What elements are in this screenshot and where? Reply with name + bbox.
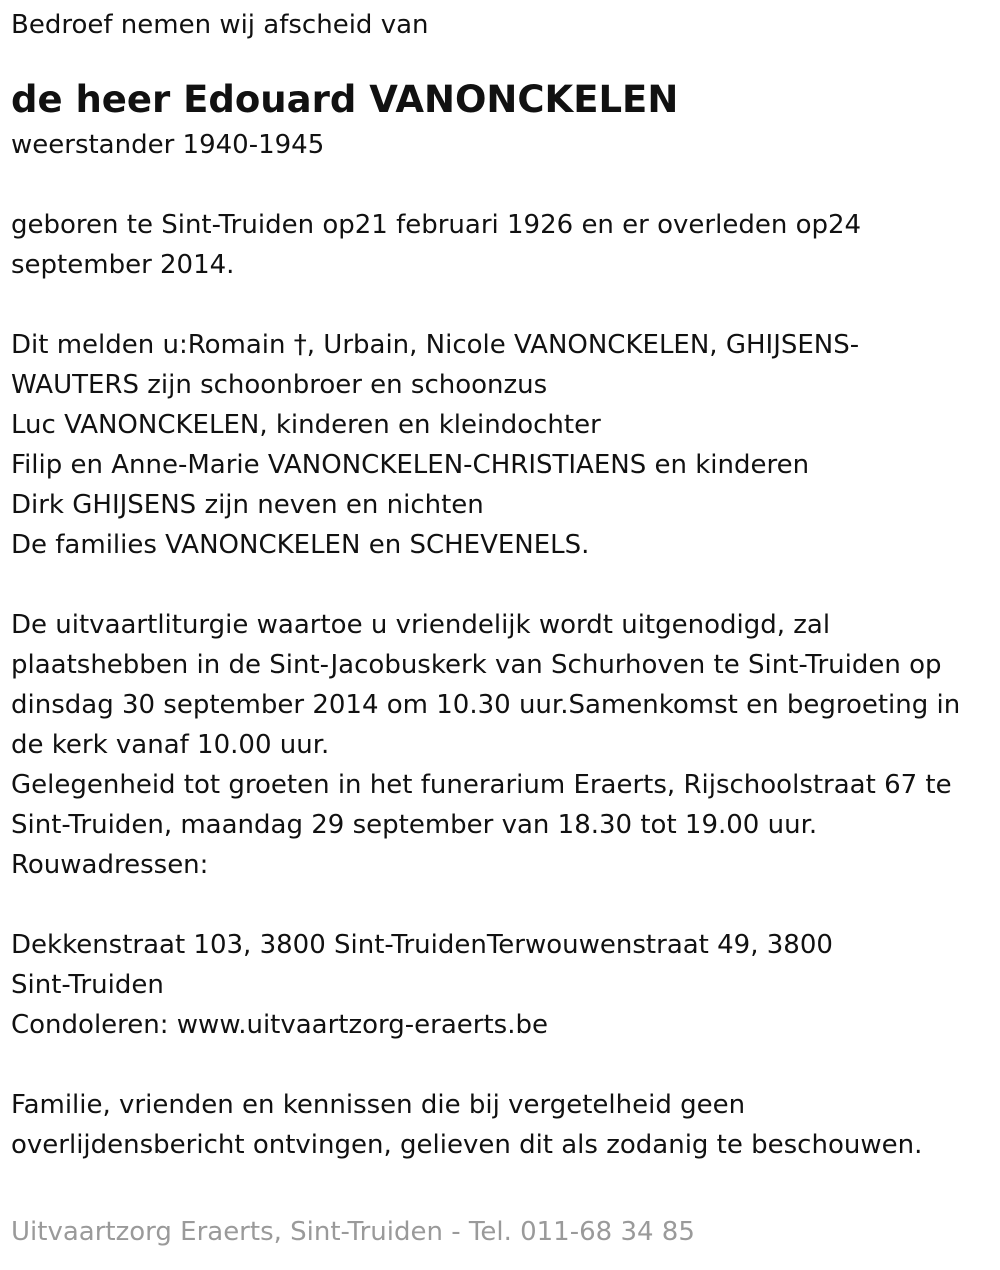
funeral-home-footer: Uitvaartzorg Eraerts, Sint-Truiden - Tel. 011-68 34 85	[11, 1217, 695, 1247]
paragraph-line: Sint-Truiden	[11, 970, 164, 1000]
paragraph-line: Luc VANONCKELEN, kinderen en kleindochter	[11, 410, 601, 440]
addresses-paragraph	[11, 925, 991, 1045]
deceased-subtitle: weerstander 1940-1945	[11, 130, 325, 160]
paragraph-line: Rouwadressen:	[11, 850, 209, 880]
paragraph-line: Dirk GHIJSENS zijn neven en nichten	[11, 490, 484, 520]
paragraph-line: Sint-Truiden, maandag 29 september van 18.30 tot 19.00 uur.	[11, 810, 818, 840]
deceased-name: de heer Edouard VANONCKELEN	[11, 78, 679, 121]
intro-text: Bedroef nemen wij afscheid van	[11, 10, 429, 40]
paragraph-line: WAUTERS zijn schoonbroer en schoonzus	[11, 370, 548, 400]
paragraph-line: Filip en Anne-Marie VANONCKELEN-CHRISTIAENS en kinderen	[11, 450, 810, 480]
paragraph-line: september 2014.	[11, 250, 235, 280]
family-paragraph	[11, 325, 991, 565]
paragraph-line: Dekkenstraat 103, 3800 Sint-TruidenTerwouwenstraat 49, 3800	[11, 930, 833, 960]
death-notice	[11, 0, 991, 1165]
paragraph-line: De uitvaartliturgie waartoe u vriendelijk wordt uitgenodigd, zal	[11, 610, 831, 640]
paragraph-line: dinsdag 30 september 2014 om 10.30 uur.Samenkomst en begroeting in	[11, 690, 961, 720]
paragraph-line: overlijdensbericht ontvingen, gelieven dit als zodanig te beschouwen.	[11, 1130, 923, 1160]
paragraph-line: Familie, vrienden en kennissen die bij vergetelheid geen	[11, 1090, 746, 1120]
condolence-line: Condoleren: www.uitvaartzorg-eraerts.be	[11, 1010, 548, 1040]
birth-death-paragraph	[11, 205, 991, 285]
paragraph-line: De families VANONCKELEN en SCHEVENELS.	[11, 530, 590, 560]
paragraph-line: Gelegenheid tot groeten in het funerarium Eraerts, Rijschoolstraat 67 te	[11, 770, 952, 800]
paragraph-line: geboren te Sint-Truiden op21 februari 1926 en er overleden op24	[11, 210, 862, 240]
closing-paragraph	[11, 1085, 991, 1165]
paragraph-line: plaatshebben in de Sint-Jacobuskerk van Schurhoven te Sint-Truiden op	[11, 650, 942, 680]
paragraph-line: de kerk vanaf 10.00 uur.	[11, 730, 330, 760]
funeral-paragraph	[11, 605, 991, 885]
paragraph-line: Dit melden u:Romain †, Urbain, Nicole VANONCKELEN, GHIJSENS-	[11, 330, 860, 360]
